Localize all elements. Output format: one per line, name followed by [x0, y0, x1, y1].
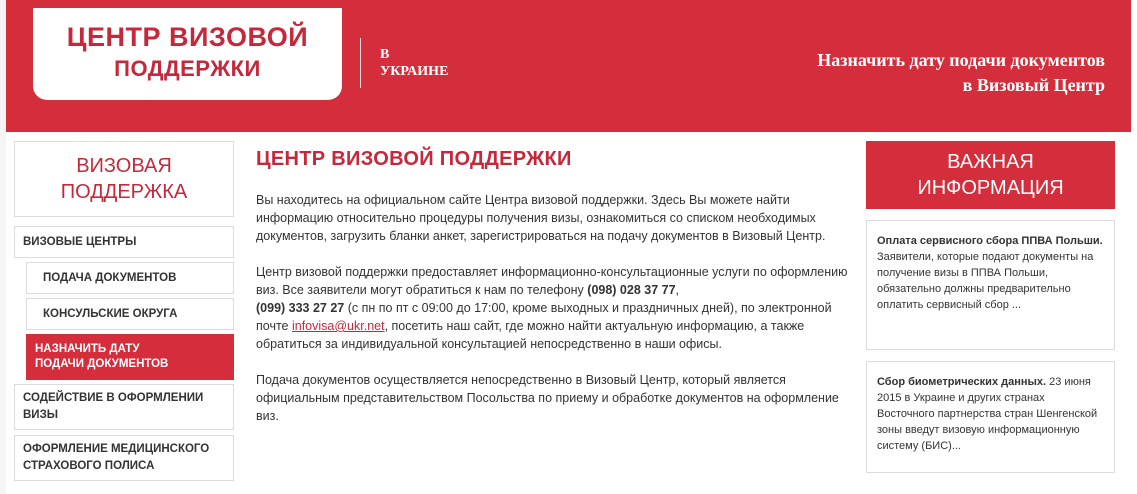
- contacts-text-a: Центр визовой поддержки предоставляет информационно-консультационные услуги по оформлению виз. Все заявители могут обратиться к нам по телефону: [256, 265, 848, 297]
- page-title: ЦЕНТР ВИЗОВОЙ ПОДДЕРЖКИ: [256, 148, 572, 170]
- sidebar-item-visa-centers[interactable]: [14, 226, 234, 258]
- site-logo[interactable]: [33, 8, 342, 100]
- sidebar-title: [14, 141, 234, 217]
- cta-line1: Назначить дату подачи документов: [817, 50, 1105, 70]
- sidebar-item-label-line2: ВИЗЫ: [23, 409, 59, 421]
- sidebar-title-line1: ВИЗОВАЯ: [76, 155, 172, 177]
- logo-text-line2: ПОДДЕРЖКИ: [114, 56, 261, 81]
- news-title: Сбор биометрических данных.: [877, 376, 1047, 388]
- cta-line2: в Визовый Центр: [962, 75, 1105, 95]
- sidebar-item-label-line2: ПОДАЧИ ДОКУМЕНТОВ: [35, 358, 169, 370]
- news-body: Заявители, которые подают документы на получение визы в ППВА Польши, обязательно должны предварительно оплатить сервисный сбор ...: [877, 251, 1094, 311]
- country-label-line1: В: [380, 47, 390, 62]
- phone-number-1: (098) 028 37 77: [587, 283, 676, 297]
- sidebar-title-line2: ПОДДЕРЖКА: [60, 181, 188, 203]
- contacts-paragraph: [256, 263, 850, 353]
- country-label-line2: УКРАИНЕ: [380, 64, 449, 79]
- contacts-text-c: (с пн по пт с 09:00 до 17:00, кроме выходных и праздничных дней), по электронной почте: [256, 301, 832, 333]
- intro-paragraph: Вы находитесь на официальном сайте Центра визовой поддержки. Здесь Вы можете найти информацию относительно процедуры получения визы, ознакомиться со списком необходимых документов, загрузить бланки анкет, зарегистрироваться на подачу документов в Визовый Центр.: [256, 193, 826, 243]
- news-body: 23 июня 2015 в Украине и других странах Восточного партнерства стран Шенгенской зоны введут визовую информационную систему (БИС)...: [877, 376, 1098, 452]
- logo-text-line1: ЦЕНТР ВИЗОВОЙ: [66, 22, 309, 52]
- important-info-header: [866, 141, 1115, 209]
- sidebar-item-label: КОНСУЛЬСКИЕ ОКРУГА: [43, 308, 178, 320]
- sidebar-item-book-date[interactable]: [26, 334, 234, 380]
- site-header: [6, 0, 1131, 132]
- sidebar-item-label: ВИЗОВЫЕ ЦЕНТРЫ: [23, 236, 137, 248]
- header-divider: [360, 38, 361, 88]
- book-appointment-link[interactable]: [817, 48, 1105, 98]
- important-title-line1: ВАЖНАЯ: [947, 151, 1034, 173]
- sidebar: [14, 141, 234, 481]
- sidebar-item-document-submission[interactable]: [26, 262, 234, 294]
- contacts-text-b: ,: [675, 283, 680, 297]
- email-link[interactable]: infovisa@ukr.net: [291, 319, 385, 333]
- sidebar-item-medical-insurance[interactable]: [14, 435, 234, 481]
- phone-number-2: (099) 333 27 27: [256, 301, 345, 315]
- news-item[interactable]: [866, 361, 1115, 473]
- important-info-column: [866, 141, 1115, 473]
- sidebar-item-label-line2: СТРАХОВОГО ПОЛИСА: [23, 460, 155, 472]
- important-title-line2: ИНФОРМАЦИЯ: [917, 177, 1064, 199]
- sidebar-item-label: ПОДАЧА ДОКУМЕНТОВ: [43, 272, 177, 284]
- sidebar-item-consular-districts[interactable]: [26, 298, 234, 330]
- sidebar-item-label-line1: ОФОРМЛЕНИЕ МЕДИЦИНСКОГО: [23, 443, 210, 455]
- sidebar-item-label-line1: СОДЕЙСТВИЕ В ОФОРМЛЕНИИ: [23, 392, 204, 404]
- news-item[interactable]: [866, 220, 1115, 350]
- sidebar-item-visa-assistance[interactable]: [14, 384, 234, 430]
- news-title: Оплата сервисного сбора ППВА Польши.: [877, 235, 1103, 247]
- submission-paragraph: Подача документов осуществляется непосредственно в Визовый Центр, который является официальным представительством Посольства по приему и обработке документов на оформление виз.: [256, 373, 839, 423]
- sidebar-item-label-line1: НАЗНАЧИТЬ ДАТУ: [35, 343, 140, 355]
- contacts-text-d: , посетить наш сайт, где можно найти актуальную информацию, а также обратиться за индивидуальной консультацией непосредственно в наши офисы.: [256, 319, 805, 351]
- country-label: [380, 46, 448, 80]
- main-content: [256, 148, 850, 425]
